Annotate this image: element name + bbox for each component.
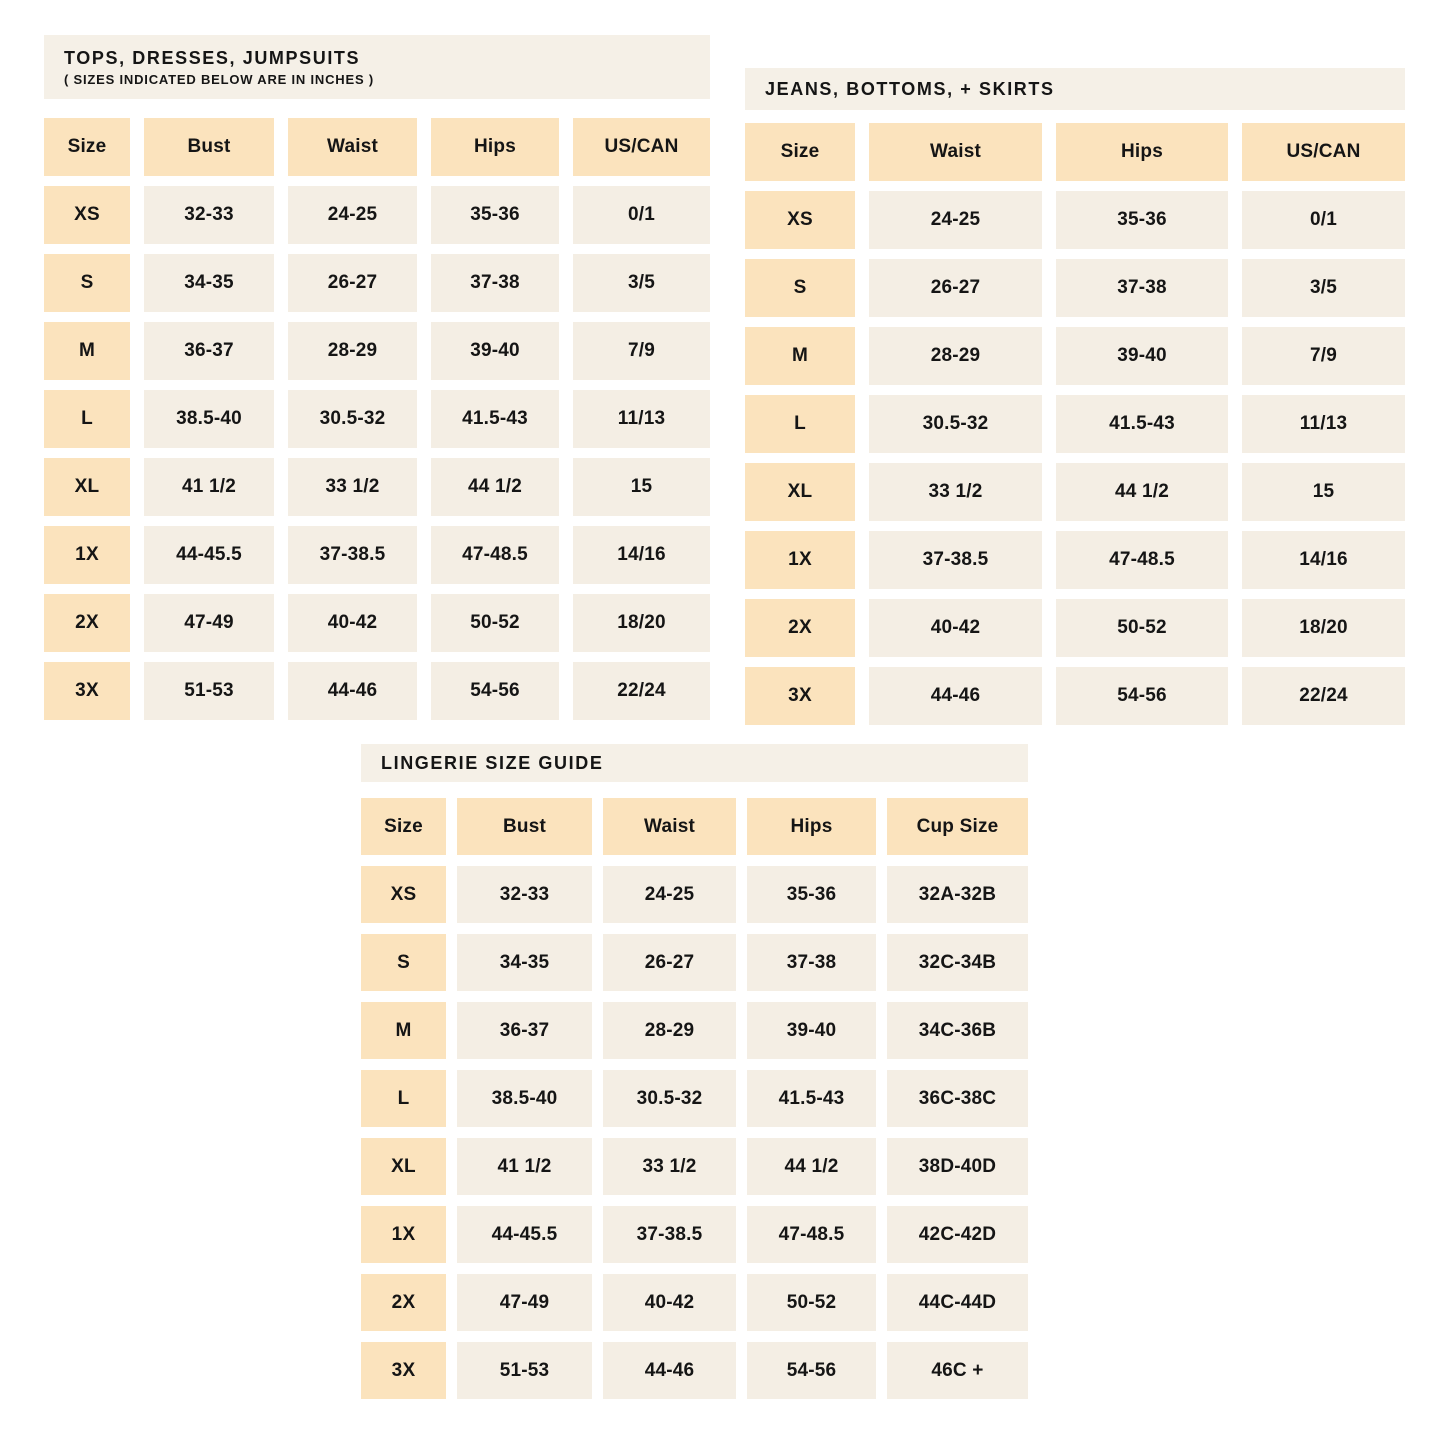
measurement-cell: 35-36 xyxy=(747,866,876,923)
measurement-cell: 34-35 xyxy=(144,254,274,312)
size-label-cell: 3X xyxy=(361,1342,446,1399)
measurement-cell: 32C-34B xyxy=(887,934,1028,991)
measurement-cell: 38D-40D xyxy=(887,1138,1028,1195)
measurement-cell: 44 1/2 xyxy=(747,1138,876,1195)
measurement-cell: 24-25 xyxy=(869,191,1042,249)
tops-table-subtitle: ( SIZES INDICATED BELOW ARE IN INCHES ) xyxy=(64,71,374,87)
size-label-cell: M xyxy=(44,322,130,380)
lingerie-table-title: LINGERIE SIZE GUIDE xyxy=(381,752,604,773)
size-label-cell: M xyxy=(361,1002,446,1059)
measurement-cell: 44-46 xyxy=(869,667,1042,725)
size-label-cell: M xyxy=(745,327,855,385)
measurement-cell: 11/13 xyxy=(1242,395,1405,453)
measurement-cell: 26-27 xyxy=(603,934,736,991)
jeans-size-grid xyxy=(745,123,1405,725)
measurement-cell: 30.5-32 xyxy=(869,395,1042,453)
tops-table-title: TOPS, DRESSES, JUMPSUITS xyxy=(64,48,361,69)
measurement-cell: 41 1/2 xyxy=(457,1138,592,1195)
size-label-cell: S xyxy=(361,934,446,991)
measurement-cell: 47-49 xyxy=(457,1274,592,1331)
measurement-cell: 37-38 xyxy=(747,934,876,991)
column-header-hips: Hips xyxy=(1056,123,1228,181)
size-label-cell: 2X xyxy=(44,594,130,652)
measurement-cell: 15 xyxy=(573,458,710,516)
measurement-cell: 18/20 xyxy=(1242,599,1405,657)
size-label-cell: 2X xyxy=(361,1274,446,1331)
measurement-cell: 26-27 xyxy=(869,259,1042,317)
size-label-cell: XS xyxy=(361,866,446,923)
measurement-cell: 47-48.5 xyxy=(1056,531,1228,589)
column-header-waist: Waist xyxy=(603,798,736,855)
measurement-cell: 15 xyxy=(1242,463,1405,521)
measurement-cell: 36-37 xyxy=(144,322,274,380)
measurement-cell: 36-37 xyxy=(457,1002,592,1059)
size-label-cell: 2X xyxy=(745,599,855,657)
measurement-cell: 7/9 xyxy=(573,322,710,380)
size-label-cell: XS xyxy=(745,191,855,249)
measurement-cell: 33 1/2 xyxy=(869,463,1042,521)
measurement-cell: 44-45.5 xyxy=(457,1206,592,1263)
column-header-bust: Bust xyxy=(457,798,592,855)
measurement-cell: 0/1 xyxy=(573,186,710,244)
column-header-hips: Hips xyxy=(747,798,876,855)
measurement-cell: 28-29 xyxy=(869,327,1042,385)
size-label-cell: L xyxy=(745,395,855,453)
measurement-cell: 35-36 xyxy=(1056,191,1228,249)
measurement-cell: 30.5-32 xyxy=(288,390,417,448)
column-header-size: Size xyxy=(361,798,446,855)
size-label-cell: 3X xyxy=(44,662,130,720)
measurement-cell: 50-52 xyxy=(431,594,559,652)
measurement-cell: 50-52 xyxy=(1056,599,1228,657)
measurement-cell: 50-52 xyxy=(747,1274,876,1331)
measurement-cell: 32-33 xyxy=(144,186,274,244)
lingerie-table-title-band xyxy=(361,744,1028,782)
measurement-cell: 36C-38C xyxy=(887,1070,1028,1127)
size-label-cell: L xyxy=(361,1070,446,1127)
measurement-cell: 0/1 xyxy=(1242,191,1405,249)
measurement-cell: 40-42 xyxy=(869,599,1042,657)
measurement-cell: 47-48.5 xyxy=(747,1206,876,1263)
measurement-cell: 33 1/2 xyxy=(288,458,417,516)
measurement-cell: 47-49 xyxy=(144,594,274,652)
measurement-cell: 7/9 xyxy=(1242,327,1405,385)
measurement-cell: 54-56 xyxy=(1056,667,1228,725)
size-label-cell: XL xyxy=(361,1138,446,1195)
measurement-cell: 44-46 xyxy=(288,662,417,720)
measurement-cell: 32A-32B xyxy=(887,866,1028,923)
measurement-cell: 46C + xyxy=(887,1342,1028,1399)
measurement-cell: 11/13 xyxy=(573,390,710,448)
measurement-cell: 54-56 xyxy=(431,662,559,720)
measurement-cell: 44-46 xyxy=(603,1342,736,1399)
measurement-cell: 22/24 xyxy=(573,662,710,720)
size-label-cell: 3X xyxy=(745,667,855,725)
measurement-cell: 34C-36B xyxy=(887,1002,1028,1059)
column-header-waist: Waist xyxy=(869,123,1042,181)
lingerie-size-guide-table xyxy=(361,744,1028,1399)
size-label-cell: XS xyxy=(44,186,130,244)
jeans-bottoms-skirts-table xyxy=(745,68,1405,725)
measurement-cell: 41.5-43 xyxy=(431,390,559,448)
column-header-size: Size xyxy=(745,123,855,181)
measurement-cell: 18/20 xyxy=(573,594,710,652)
measurement-cell: 26-27 xyxy=(288,254,417,312)
column-header-hips: Hips xyxy=(431,118,559,176)
size-label-cell: XL xyxy=(745,463,855,521)
size-label-cell: 1X xyxy=(361,1206,446,1263)
measurement-cell: 41.5-43 xyxy=(747,1070,876,1127)
measurement-cell: 44-45.5 xyxy=(144,526,274,584)
measurement-cell: 51-53 xyxy=(144,662,274,720)
measurement-cell: 40-42 xyxy=(288,594,417,652)
measurement-cell: 34-35 xyxy=(457,934,592,991)
measurement-cell: 30.5-32 xyxy=(603,1070,736,1127)
size-label-cell: S xyxy=(745,259,855,317)
column-header-bust: Bust xyxy=(144,118,274,176)
jeans-table-title-band xyxy=(745,68,1405,110)
measurement-cell: 3/5 xyxy=(573,254,710,312)
measurement-cell: 47-48.5 xyxy=(431,526,559,584)
measurement-cell: 33 1/2 xyxy=(603,1138,736,1195)
column-header-waist: Waist xyxy=(288,118,417,176)
size-label-cell: L xyxy=(44,390,130,448)
column-header-us-can: US/CAN xyxy=(1242,123,1405,181)
measurement-cell: 14/16 xyxy=(573,526,710,584)
jeans-table-title: JEANS, BOTTOMS, + SKIRTS xyxy=(765,78,1055,99)
measurement-cell: 41 1/2 xyxy=(144,458,274,516)
measurement-cell: 39-40 xyxy=(431,322,559,380)
column-header-cup-size: Cup Size xyxy=(887,798,1028,855)
measurement-cell: 44 1/2 xyxy=(1056,463,1228,521)
measurement-cell: 39-40 xyxy=(747,1002,876,1059)
measurement-cell: 44 1/2 xyxy=(431,458,559,516)
measurement-cell: 37-38.5 xyxy=(869,531,1042,589)
measurement-cell: 24-25 xyxy=(288,186,417,244)
measurement-cell: 51-53 xyxy=(457,1342,592,1399)
tops-dresses-jumpsuits-table xyxy=(44,35,710,720)
column-header-size: Size xyxy=(44,118,130,176)
lingerie-size-grid xyxy=(361,798,1028,1399)
measurement-cell: 40-42 xyxy=(603,1274,736,1331)
measurement-cell: 32-33 xyxy=(457,866,592,923)
measurement-cell: 54-56 xyxy=(747,1342,876,1399)
measurement-cell: 24-25 xyxy=(603,866,736,923)
measurement-cell: 28-29 xyxy=(603,1002,736,1059)
size-label-cell: S xyxy=(44,254,130,312)
measurement-cell: 22/24 xyxy=(1242,667,1405,725)
measurement-cell: 37-38.5 xyxy=(288,526,417,584)
measurement-cell: 3/5 xyxy=(1242,259,1405,317)
measurement-cell: 35-36 xyxy=(431,186,559,244)
measurement-cell: 38.5-40 xyxy=(144,390,274,448)
measurement-cell: 42C-42D xyxy=(887,1206,1028,1263)
measurement-cell: 44C-44D xyxy=(887,1274,1028,1331)
measurement-cell: 38.5-40 xyxy=(457,1070,592,1127)
measurement-cell: 14/16 xyxy=(1242,531,1405,589)
size-label-cell: 1X xyxy=(44,526,130,584)
measurement-cell: 37-38 xyxy=(431,254,559,312)
size-label-cell: XL xyxy=(44,458,130,516)
measurement-cell: 37-38 xyxy=(1056,259,1228,317)
measurement-cell: 28-29 xyxy=(288,322,417,380)
tops-size-grid xyxy=(44,118,710,720)
measurement-cell: 41.5-43 xyxy=(1056,395,1228,453)
measurement-cell: 37-38.5 xyxy=(603,1206,736,1263)
column-header-us-can: US/CAN xyxy=(573,118,710,176)
size-label-cell: 1X xyxy=(745,531,855,589)
measurement-cell: 39-40 xyxy=(1056,327,1228,385)
tops-table-title-band xyxy=(44,35,710,99)
